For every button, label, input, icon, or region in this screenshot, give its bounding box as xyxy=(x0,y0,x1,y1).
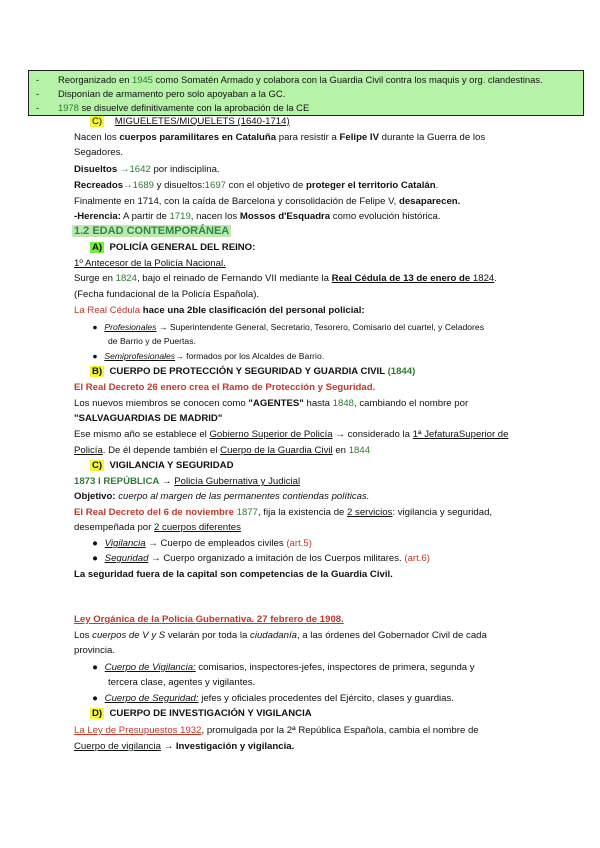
section-c-heading: C) VIGILANCIA Y SEGURIDAD xyxy=(92,460,234,471)
dash: - xyxy=(36,102,40,113)
paragraph-line: Los cuerpos de V y S velarán por toda la ciudadanía, a las órdenes del Gobernador Civil de cada xyxy=(74,630,487,641)
section-a-heading: A) POLICÍA GENERAL DEL REINO: xyxy=(92,242,256,253)
bullet-item: ● Cuerpo de Seguridad: jefes y oficiales procedentes del Ejército, clases y guardias. xyxy=(92,693,454,704)
bullet-item-cont: tercera clase, agentes y vigilantes. xyxy=(108,677,256,688)
bullet-item-cont: de Barrio y de Puertas. xyxy=(108,336,196,346)
paragraph-line: Objetivo: cuerpo al margen de las permanentes contiendas políticas. xyxy=(74,491,370,502)
paragraph-line: Disueltos →1642 por indisciplina. xyxy=(74,164,220,175)
paragraph-line: La Ley de Presupuestos 1932, promulgada por la 2ª República Española, cambia el nombre de xyxy=(74,725,479,736)
bullet-item: ● Vigilancia → Cuerpo de empleados civiles (art.5) xyxy=(92,538,312,549)
section-c-migueletes-heading: C) MIGUELETES/MIQUELETS (1640-1714) xyxy=(92,116,290,127)
paragraph-line: Ese mismo año se establece el Gobierno Superior de Policía → considerado la 1ª JefaturaSuperior de xyxy=(74,429,509,440)
paragraph-line: El Real Decreto del 6 de noviembre 1877, fija la existencia de 2 servicios: vigilancia y seguridad, xyxy=(74,507,493,518)
bullet-item: ● Semiprofesionales→ formados por los Alcaldes de Barrio. xyxy=(92,351,325,361)
bullet-item: ● Cuerpo de Vigilancia: comisarios, inspectores-jefes, inspectores de primera, segunda y xyxy=(92,662,475,673)
dash: - xyxy=(36,88,40,99)
paragraph-line: El Real Decreto 26 enero crea el Ramo de Protección y Seguridad. xyxy=(74,382,376,393)
paragraph-line: Segadores. xyxy=(74,147,124,158)
paragraph-line: Finalmente en 1714, con la caída de Barcelona y consolidación de Felipe V, desaparecen. xyxy=(74,196,461,207)
bullet-item: ● Seguridad → Cuerpo organizado a imitación de los Cuerpos militares. (art.6) xyxy=(92,553,430,564)
section-b-heading: B) CUERPO DE PROTECCIÓN Y SEGURIDAD Y GUARDIA CIVIL (1844) xyxy=(92,366,416,377)
paragraph-line: Recreados→1689 y disueltos:1697 con el objetivo de proteger el territorio Catalán. xyxy=(74,180,439,191)
paragraph-line: 1º Antecesor de la Policía Nacional. xyxy=(74,258,226,269)
paragraph-line: Cuerpo de vigilancia → Investigación y vigilancia. xyxy=(74,741,295,752)
paragraph-line: Surge en 1824, bajo el reinado de Fernando VII mediante la Real Cédula de 13 de enero de 1824. xyxy=(74,273,497,284)
section-d-heading: D) CUERPO DE INVESTIGACIÓN Y VIGILANCIA xyxy=(92,708,312,719)
paragraph-line: La Real Cédula hace una 2ble clasificación del personal policial: xyxy=(74,305,365,316)
ley-organica-title: Ley Orgánica de la Policía Gubernativa. 27 febrero de 1908. xyxy=(74,614,344,625)
dash: - xyxy=(36,74,40,85)
box-line-3: - 1978 se disuelve definitivamente con la aprobación de la CE xyxy=(36,102,310,113)
paragraph-line: Policía. De él depende también el Cuerpo de la Guardia Civil en 1844 xyxy=(74,445,371,456)
paragraph-line: Los nuevos miembros se conocen como "AGENTES" hasta 1848, cambiando el nombre por xyxy=(74,398,469,409)
box-line-2: - Disponían de armamento pero solo apoyaban a la GC. xyxy=(36,88,286,99)
section-heading-edad-contemporanea: 1.2 EDAD CONTEMPORÁNEA xyxy=(74,225,230,237)
paragraph-line: Nacen los cuerpos paramilitares en Cataluña para resistir a Felipe IV durante la Guerra de los xyxy=(74,132,486,143)
bullet-item: ● Profesionales → Superintendente General, Secretario, Tesorero, Comisario del cuartel, y Celadores xyxy=(92,322,484,332)
paragraph-line: La seguridad fuera de la capital son competencias de la Guardia Civil. xyxy=(74,569,393,580)
paragraph-line: (Fecha fundacional de la Policía Española). xyxy=(74,289,260,300)
paragraph-line: 1873 I REPÚBLICA → Policía Gubernativa y Judicial xyxy=(74,476,301,487)
paragraph-line: provincia. xyxy=(74,645,116,656)
box-line-1: - Reorganizado en 1945 como Somatén Armado y colabora con la Guardia Civil contra los maquis y org. clandestinas. xyxy=(36,74,543,85)
paragraph-line: "SALVAGUARDIAS DE MADRID" xyxy=(74,413,223,424)
paragraph-line: desempeñada por 2 cuerpos diferentes xyxy=(74,522,241,533)
paragraph-line: -Herencia: A partir de 1719, nacen los Mossos d'Esquadra como evolución histórica. xyxy=(74,211,441,222)
